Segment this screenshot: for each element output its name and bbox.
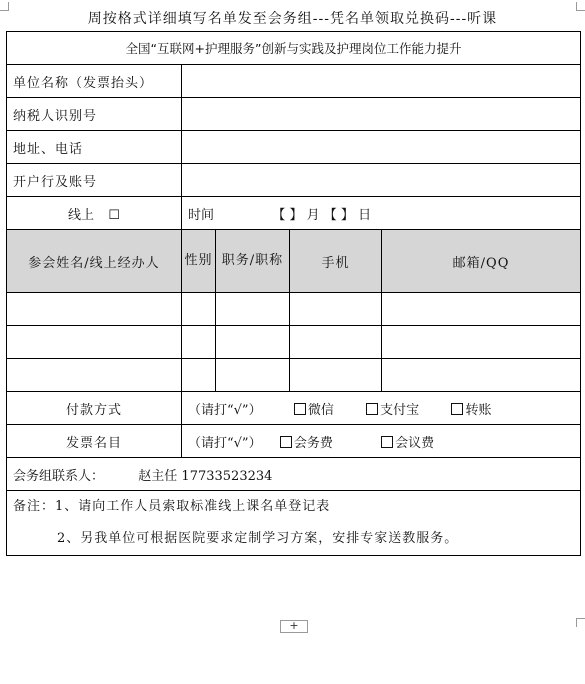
alipay-checkbox[interactable] <box>366 403 378 415</box>
time-cell <box>182 197 581 230</box>
conference-fee-label: 会务费 <box>293 435 333 451</box>
attendee-phone-cell[interactable] <box>290 293 382 326</box>
attendee-name-cell[interactable] <box>7 293 182 326</box>
attendee-email-cell[interactable] <box>382 359 581 392</box>
header-gender: 性别 <box>182 230 216 293</box>
unit-name-label: 单位名称（发票抬头） <box>7 65 182 98</box>
transfer-option-label: 转账 <box>465 402 492 418</box>
invoice-label: 发票名目 <box>7 425 182 458</box>
alipay-option-label: 支付宝 <box>380 402 420 418</box>
month-bracket-open: 【 <box>272 207 286 223</box>
attendee-name-cell[interactable] <box>7 359 182 392</box>
form-title: 全国“互联网+护理服务”创新与实践及护理岗位工作能力提升 <box>7 32 581 65</box>
meeting-fee-label: 会议费 <box>395 435 435 451</box>
online-cell <box>7 197 182 230</box>
attendee-gender-cell[interactable] <box>182 326 216 359</box>
bank-account-label: 开户行及账号 <box>7 164 182 197</box>
attendee-phone-cell[interactable] <box>290 359 382 392</box>
wechat-checkbox[interactable] <box>294 403 306 415</box>
top-instruction: 周按格式详细填写名单发至会务组---凭名单领取兑换码---听课 <box>87 11 498 27</box>
time-label: 时间 <box>188 207 215 223</box>
conference-fee-checkbox[interactable] <box>280 436 292 448</box>
unit-name-field[interactable] <box>182 65 581 98</box>
header-email: 邮箱/QQ <box>382 230 581 293</box>
online-label: 线上 <box>68 207 95 223</box>
attendee-gender-cell[interactable] <box>182 293 216 326</box>
online-checkbox[interactable]: ☐ <box>108 207 120 223</box>
day-bracket-close: 】 <box>340 207 354 223</box>
address-phone-label: 地址、电话 <box>7 131 182 164</box>
day-label: 日 <box>358 207 372 223</box>
invoice-options <box>182 425 581 458</box>
contact-cell <box>7 458 581 491</box>
day-bracket-open: 【 <box>323 207 337 223</box>
wechat-option-label: 微信 <box>307 402 334 418</box>
header-name: 参会姓名/线上经办人 <box>7 230 182 293</box>
attendee-position-cell[interactable] <box>216 326 290 359</box>
meeting-fee-checkbox[interactable] <box>381 436 393 448</box>
payment-label: 付款方式 <box>7 392 182 425</box>
note-line-2: 2、另我单位可根据医院要求定制学习方案，安排专家送教服务。 <box>57 531 459 546</box>
table-row <box>7 293 581 326</box>
transfer-checkbox[interactable] <box>451 403 463 415</box>
contact-label: 会务组联系人： <box>13 468 105 484</box>
add-row-button[interactable]: + <box>280 620 308 633</box>
page-corner-mark <box>576 618 585 627</box>
address-phone-field[interactable] <box>182 131 581 164</box>
registration-form <box>6 31 581 556</box>
attendee-email-cell[interactable] <box>382 293 581 326</box>
attendee-email-cell[interactable] <box>382 326 581 359</box>
note-line-1: 备注：1、请向工作人员索取标准线上课名单登记表 <box>13 499 331 514</box>
attendee-name-cell[interactable] <box>7 326 182 359</box>
tax-id-label: 纳税人识别号 <box>7 98 182 131</box>
month-label: 月 <box>306 207 320 223</box>
table-row <box>7 359 581 392</box>
attendee-phone-cell[interactable] <box>290 326 382 359</box>
attendee-position-cell[interactable] <box>216 359 290 392</box>
payment-hint: （请打“√”） <box>188 402 262 418</box>
bank-account-field[interactable] <box>182 164 581 197</box>
header-phone: 手机 <box>290 230 382 293</box>
month-bracket-close: 】 <box>289 207 303 223</box>
contact-value: 赵主任 17733523234 <box>138 468 273 484</box>
header-position: 职务/职称 <box>216 230 290 293</box>
table-row <box>7 326 581 359</box>
attendee-position-cell[interactable] <box>216 293 290 326</box>
tax-id-field[interactable] <box>182 98 581 131</box>
invoice-hint: （请打“√”） <box>188 435 262 451</box>
notes-cell <box>7 491 581 556</box>
payment-options <box>182 392 581 425</box>
attendee-gender-cell[interactable] <box>182 359 216 392</box>
